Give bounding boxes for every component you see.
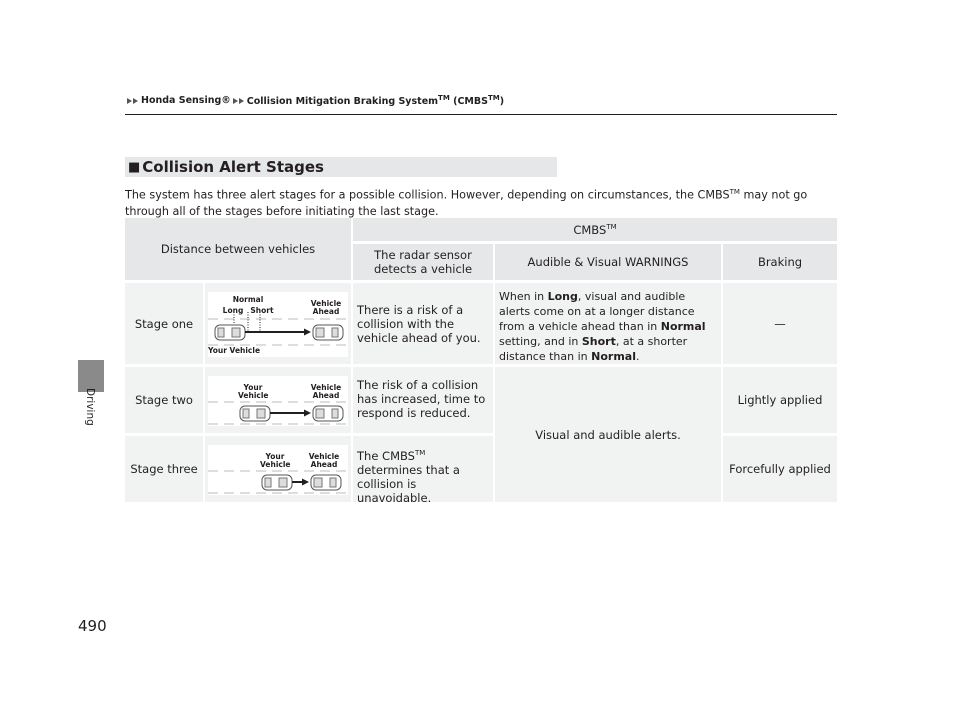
warning-text: , at a shorter distance than in — [499, 335, 688, 363]
section-marker-icon: ■ — [128, 159, 141, 175]
stage-three-radar — [353, 436, 493, 505]
your-vehicle-icon — [240, 406, 270, 421]
stage-two-braking — [723, 367, 837, 433]
col-header-warnings-text: Audible & Visual WARNINGS — [527, 255, 689, 269]
label-your-vehicle: Your Vehicle — [238, 383, 269, 400]
col-header-radar — [353, 244, 493, 280]
stage-two-label — [125, 367, 203, 433]
stage-one-text: Stage one — [134, 316, 194, 331]
label-your-vehicle: Your Vehicle — [208, 346, 261, 355]
stage-one-braking-text: — — [774, 316, 786, 331]
breadcrumb — [125, 94, 504, 107]
stage-one-braking — [723, 283, 837, 364]
stage-three-text: Stage three — [130, 462, 198, 476]
stage-two-figure — [208, 376, 348, 426]
label-vehicle-ahead: Vehicle Ahead — [308, 452, 340, 469]
stage-two-text: Stage two — [135, 393, 193, 407]
warning-term-normal: Normal — [591, 350, 636, 363]
label-vehicle-ahead: Vehicle Ahead — [310, 383, 342, 400]
warning-term-long: Long — [547, 290, 578, 303]
stage-one-figure — [208, 292, 348, 357]
warning-text: When in — [499, 290, 548, 303]
col-header-distance — [125, 218, 351, 280]
stage-one-warning — [495, 283, 721, 364]
label-your-vehicle: Your Vehicle — [260, 452, 291, 469]
side-tab-label: Driving — [84, 388, 96, 426]
breadcrumb-arrow-icon — [233, 98, 245, 104]
shared-warning — [495, 367, 721, 502]
col-header-braking-text: Braking — [757, 255, 803, 269]
stage-one-radar — [353, 283, 493, 364]
label-short: Short — [250, 306, 274, 315]
col-header-cmbs — [353, 218, 837, 241]
label-normal: Normal — [232, 295, 264, 304]
label-vehicle-ahead: Vehicle Ahead — [310, 299, 342, 316]
intro-paragraph: The system has three alert stages for a possible collision. However, depending on circumstances, the CMBS™ may not go through all of the stages before initiating the last stage. — [125, 188, 808, 218]
stage-three-braking — [723, 436, 837, 502]
warning-text: . — [635, 350, 640, 363]
vehicle-ahead-icon — [311, 475, 341, 490]
page-number: 490 — [78, 617, 107, 635]
section-title: Collision Alert Stages — [142, 158, 324, 176]
stage-three-braking-text: Forcefully applied — [729, 462, 831, 476]
col-header-warnings — [495, 244, 721, 280]
col-header-braking — [723, 244, 837, 280]
stage-three-label — [125, 436, 203, 502]
col-header-distance-text: Distance between vehicles — [160, 242, 316, 256]
breadcrumb-arrow-icon — [127, 98, 139, 104]
warning-term-normal: Normal — [660, 320, 706, 333]
your-vehicle-icon — [262, 475, 292, 490]
your-vehicle-icon — [215, 325, 245, 340]
header-rule — [125, 114, 837, 115]
stage-two-radar-text: The risk of a collision has increased, time to respond is reduced. — [357, 378, 486, 420]
stage-one-radar-text: There is a risk of a collision with the vehicle ahead of you. — [357, 303, 481, 345]
stage-three-figure — [208, 445, 348, 495]
warning-text: , visual and audible alerts come on at a longer distance from a vehicle ahead than in — [499, 290, 695, 333]
warning-text: setting, and in — [499, 335, 582, 348]
col-header-cmbs-text: CMBS™ — [573, 222, 617, 237]
col-header-radar-text: The radar sensor detects a vehicle — [373, 248, 473, 276]
breadcrumb-item-honda-sensing[interactable]: Honda Sensing® — [141, 95, 231, 107]
stage-three-radar-text: The CMBS™ determines that a collision is unavoidable. — [357, 448, 460, 505]
label-long: Long — [222, 306, 244, 315]
shared-warning-text: Visual and audible alerts. — [535, 427, 681, 442]
section-heading — [125, 157, 557, 177]
vehicle-ahead-icon — [313, 406, 343, 421]
stage-one-label — [125, 283, 203, 364]
stage-two-radar — [353, 367, 493, 433]
warning-term-short: Short — [581, 335, 616, 348]
breadcrumb-item-cmbs[interactable]: Collision Mitigation Braking System™ (CMBS™) — [246, 94, 505, 108]
vehicle-ahead-icon — [313, 325, 343, 340]
stage-two-braking-text: Lightly applied — [737, 393, 823, 407]
